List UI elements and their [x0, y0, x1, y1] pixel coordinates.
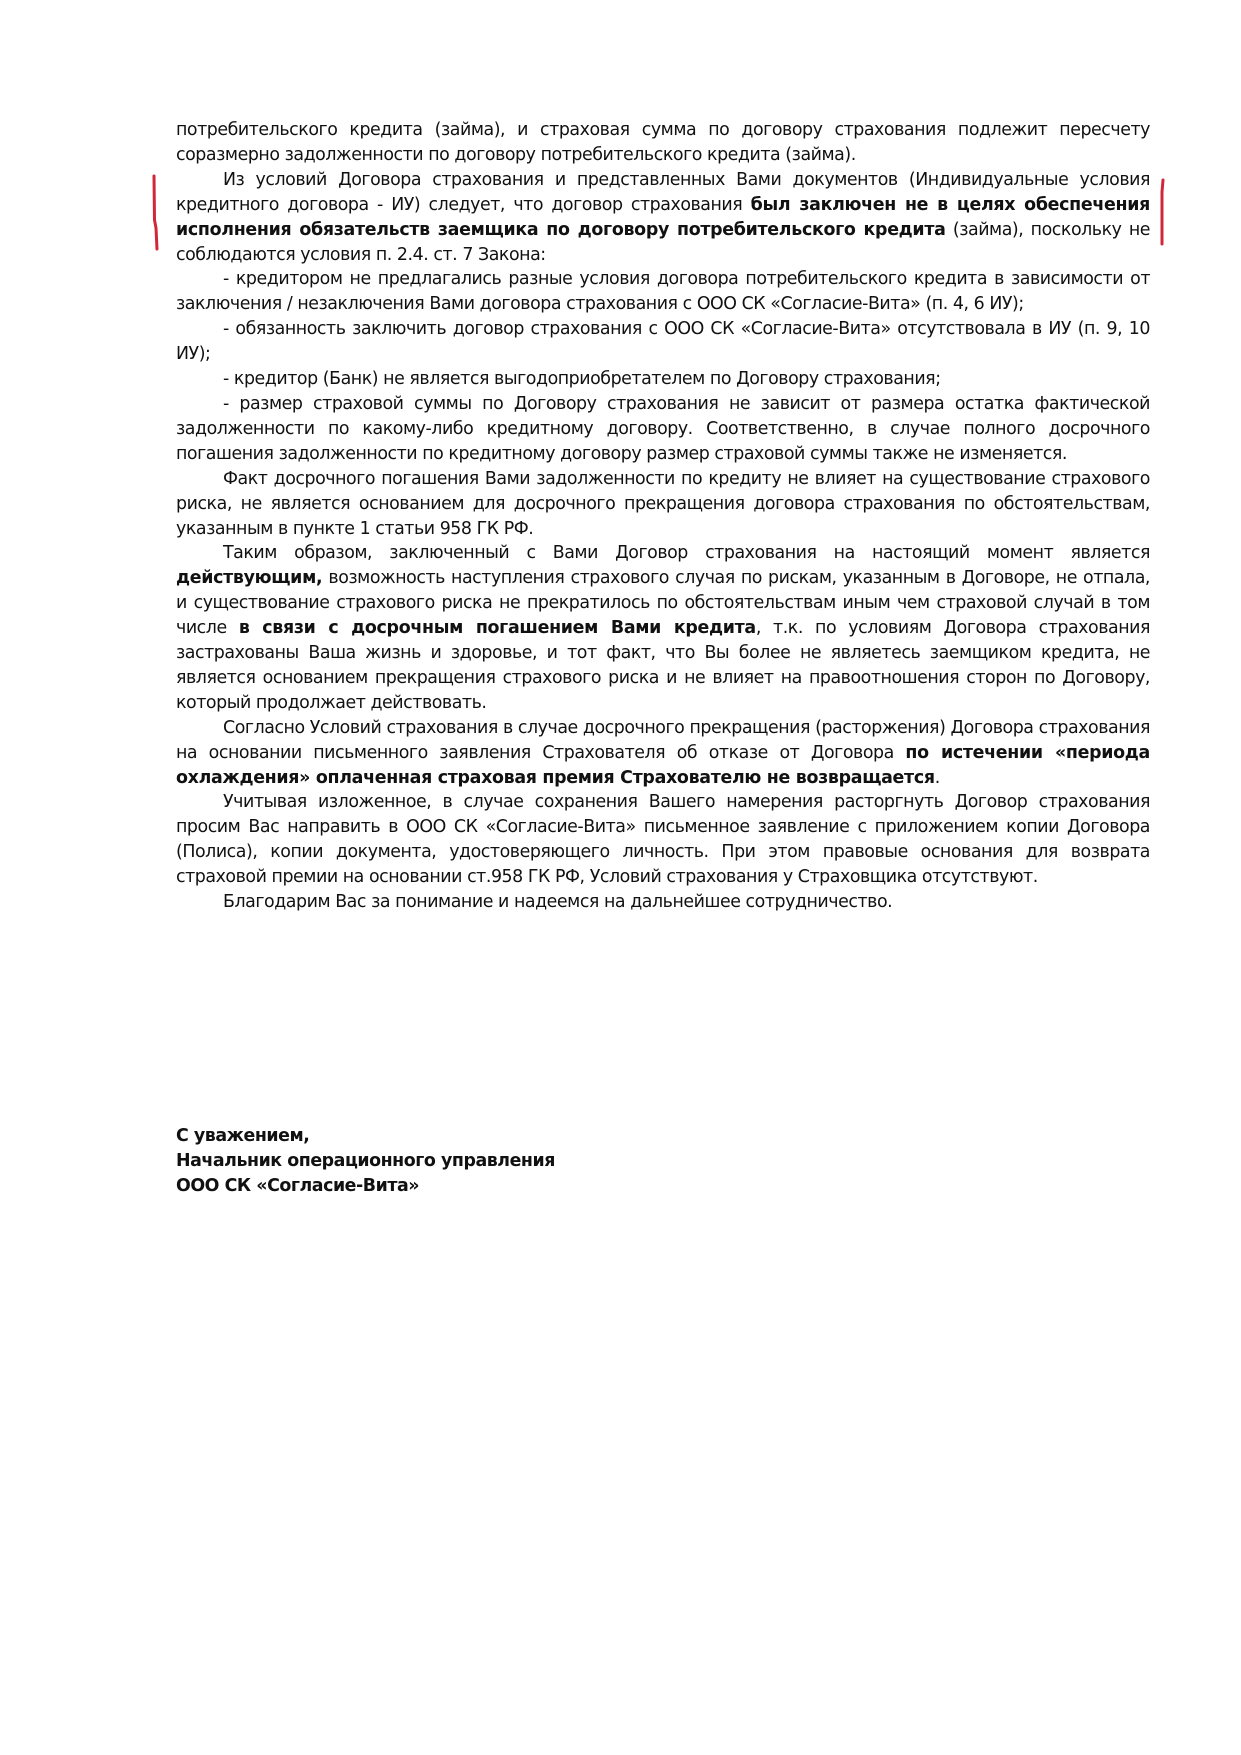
list-item-obligation: - обязанность заключить договор страхования с ООО СК «Согласие-Вита» отсутствовала в ИУ (п. 9, 10 ИУ);: [176, 319, 1150, 365]
paragraph-early-repayment: Факт досрочного погашения Вами задолженности по кредиту не влияет на существование страхового риска, не является основанием для досрочного прекращения договора страхования по обстоятельствам, указанным в пункте 1 статьи 958 ГК РФ.: [176, 468, 1150, 539]
emphasis-not-security: был заключен не в целях обеспечения исполнения обязательств заемщика по договору потребительского кредита: [176, 194, 1150, 240]
paragraph-contract-purpose: Из условий Договора страхования и представленных Вами документов (Индивидуальные условия кредитного договора - ИУ) следует, что договор страхования был заключен не в целях обеспечения исполнения обязательств заемщика по договору потребительского кредита (займа), поскольку не соблюдаются условия п. 2.4. ст. 7 Закона:: [176, 169, 1150, 265]
signature-closing: С уважением,: [176, 1126, 310, 1146]
emphasis-early-repayment: в связи с досрочным погашением Вами кредита: [238, 618, 756, 639]
paragraph-contract-in-force: Таким образом, заключенный с Вами Договор страхования на настоящий момент является действующим, возможность наступления страхового случая по рискам, указанным в Договоре, не отпала, и существование страхового риска не прекратилось по обстоятельствам иным чем страховой случай в том числе в связи с досрочным погашением Вами кредита, т.к. по условиям Договора страхования застрахованы Ваша жизнь и здоровье, и тот факт, что Вы более не являетесь заемщиком кредита, не является основанием прекращения страхового риска и не влияет на правоотношения сторон по Договору, который продолжает действовать.: [176, 543, 1150, 713]
list-item-sum-insured: - размер страховой суммы по Договору страхования не зависит от размера остатка фактической задолженности по какому-либо кредитному договору. Соответственно, в случае полного досрочного погашения задолженности по кредитному договору размер страховой суммы также не изменяется.: [176, 393, 1150, 464]
list-item-conditions: - кредитором не предлагались разные условия договора потребительского кредита в зависимости от заключения / незаключения Вами договора страхования с ООО СК «Согласие-Вита» (п. 4, 6 ИУ);: [176, 269, 1150, 315]
list-item-beneficiary: - кредитор (Банк) не является выгодоприобретателем по Договору страхования;: [223, 369, 941, 390]
red-margin-mark-right: [1155, 172, 1171, 252]
paragraph-thanks: Благодарим Вас за понимание и надеемся на дальнейшее сотрудничество.: [223, 892, 893, 913]
signature-position: Начальник операционного управления: [176, 1151, 555, 1171]
signature-company: ООО СК «Согласие-Вита»: [176, 1176, 420, 1196]
paragraph-recalculation: потребительского кредита (займа), и страховая сумма по договору страхования подлежит пересчету соразмерно задолженности по договору потребительского кредита (займа).: [176, 120, 1150, 165]
paragraph-cooling-period: Согласно Условий страхования в случае досрочного прекращения (расторжения) Договора страхования на основании письменного заявления Страхователя об отказе от Договора по истечении «периода охлаждения» оплаченная страховая премия Страхователю не возвращается.: [176, 717, 1150, 788]
emphasis-active: действующим,: [176, 568, 323, 589]
red-margin-mark-left: [146, 170, 166, 255]
letter-body: [176, 118, 1150, 915]
emphasis-no-refund: по истечении «периода охлаждения» оплаченная страховая премия Страхователю не возвращается: [176, 742, 1150, 788]
signature-block: [176, 1124, 555, 1199]
paragraph-termination-request: Учитывая изложенное, в случае сохранения Вашего намерения расторгнуть Договор страхования просим Вас направить в ООО СК «Согласие-Вита» письменное заявление с приложением копии Договора (Полиса), копии документа, удостоверяющего личность. При этом правовые основания для возврата страховой премии на основании ст.958 ГК РФ, Условий страхования у Страховщика отсутствуют.: [176, 792, 1150, 888]
